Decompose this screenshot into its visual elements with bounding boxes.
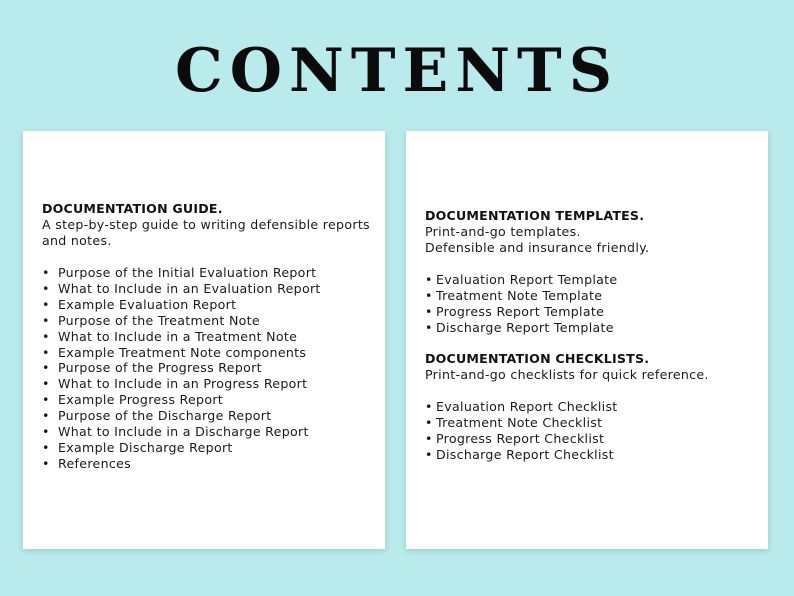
guide-topic-item [42, 281, 375, 297]
checklist-item [425, 431, 758, 447]
guide-topic-item [42, 392, 375, 408]
documentation-guide-card [23, 131, 385, 549]
guide-description-line2: and notes. [42, 233, 112, 248]
bullet-icon: • [425, 446, 433, 462]
bullet-icon: • [42, 280, 50, 296]
guide-topic-item-label: Example Treatment Note components [58, 344, 307, 360]
bullet-icon: • [425, 287, 433, 303]
documentation-checklists-section [425, 351, 758, 463]
guide-topic-item [42, 360, 375, 376]
guide-topic-item-label: What to Include in an Progress Report [58, 376, 308, 392]
guide-topic-item-label: What to Include in an Evaluation Report [58, 280, 321, 296]
guide-topic-item [42, 313, 375, 329]
guide-topic-item-label: Example Progress Report [58, 392, 224, 408]
guide-topic-item-label: What to Include in a Treatment Note [58, 328, 298, 344]
guide-topic-item [42, 265, 375, 281]
checklist-item [425, 415, 758, 431]
checklists-description-line1: Print-and-go checklists for quick reference. [425, 367, 709, 382]
checklist-item [425, 399, 758, 415]
guide-topic-item-label: Purpose of the Initial Evaluation Report [58, 265, 317, 280]
guide-topic-item [42, 376, 375, 392]
templates-description-line2: Defensible and insurance friendly. [425, 240, 650, 255]
checklists-heading: DOCUMENTATION CHECKLISTS. [425, 351, 650, 366]
guide-topic-item-label: Example Discharge Report [58, 439, 233, 455]
guide-description-line1: A step-by-step guide to writing defensible reports [42, 217, 370, 232]
guide-topic-item [42, 345, 375, 361]
bullet-icon: • [42, 424, 50, 440]
templates-heading: DOCUMENTATION TEMPLATES. [425, 208, 645, 223]
checklist-item-label: Progress Report Checklist [436, 430, 605, 446]
bullet-icon: • [42, 265, 50, 280]
bullet-icon: • [425, 319, 433, 335]
checklist-item-label: Discharge Report Checklist [436, 446, 614, 462]
bullet-icon: • [425, 430, 433, 446]
bullet-icon: • [42, 296, 50, 312]
guide-heading: DOCUMENTATION GUIDE. [42, 201, 223, 216]
guide-topic-item [42, 424, 375, 440]
checklist-item [425, 447, 758, 463]
bullet-icon: • [42, 360, 50, 376]
guide-topic-list [42, 265, 375, 472]
bullet-icon: • [425, 399, 433, 414]
guide-topic-item-label: Purpose of the Progress Report [58, 360, 262, 376]
templates-checklists-card [406, 131, 768, 549]
guide-topic-item [42, 297, 375, 313]
page-title: CONTENTS [174, 36, 620, 106]
checklist-item-label: Evaluation Report Checklist [436, 399, 618, 414]
bullet-icon: • [425, 272, 433, 287]
bullet-icon: • [425, 414, 433, 430]
documentation-templates-section [425, 208, 758, 336]
bullet-icon: • [425, 303, 433, 319]
guide-topic-item [42, 440, 375, 456]
templates-list [425, 272, 758, 336]
guide-topic-item-label: Purpose of the Treatment Note [58, 312, 260, 328]
bullet-icon: • [42, 439, 50, 455]
guide-topic-item [42, 408, 375, 424]
template-item [425, 320, 758, 336]
bullet-icon: • [42, 455, 50, 471]
template-item-label: Evaluation Report Template [436, 272, 618, 287]
guide-topic-item-label: References [58, 455, 131, 471]
guide-topic-item [42, 456, 375, 472]
guide-topic-item [42, 329, 375, 345]
templates-description-line1: Print-and-go templates. [425, 224, 581, 239]
template-item-label: Discharge Report Template [436, 319, 614, 335]
guide-topic-item-label: Example Evaluation Report [58, 296, 237, 312]
checklist-item-label: Treatment Note Checklist [436, 414, 603, 430]
bullet-icon: • [42, 312, 50, 328]
template-item [425, 304, 758, 320]
bullet-icon: • [42, 344, 50, 360]
bullet-icon: • [42, 376, 50, 392]
template-item [425, 288, 758, 304]
bullet-icon: • [42, 408, 50, 424]
template-item-label: Treatment Note Template [436, 287, 603, 303]
checklists-list [425, 399, 758, 463]
template-item-label: Progress Report Template [436, 303, 605, 319]
guide-topic-item-label: Purpose of the Discharge Report [58, 408, 272, 424]
bullet-icon: • [42, 328, 50, 344]
template-item [425, 272, 758, 288]
guide-topic-item-label: What to Include in a Discharge Report [58, 424, 309, 440]
bullet-icon: • [42, 392, 50, 408]
documentation-guide-section [42, 201, 375, 472]
